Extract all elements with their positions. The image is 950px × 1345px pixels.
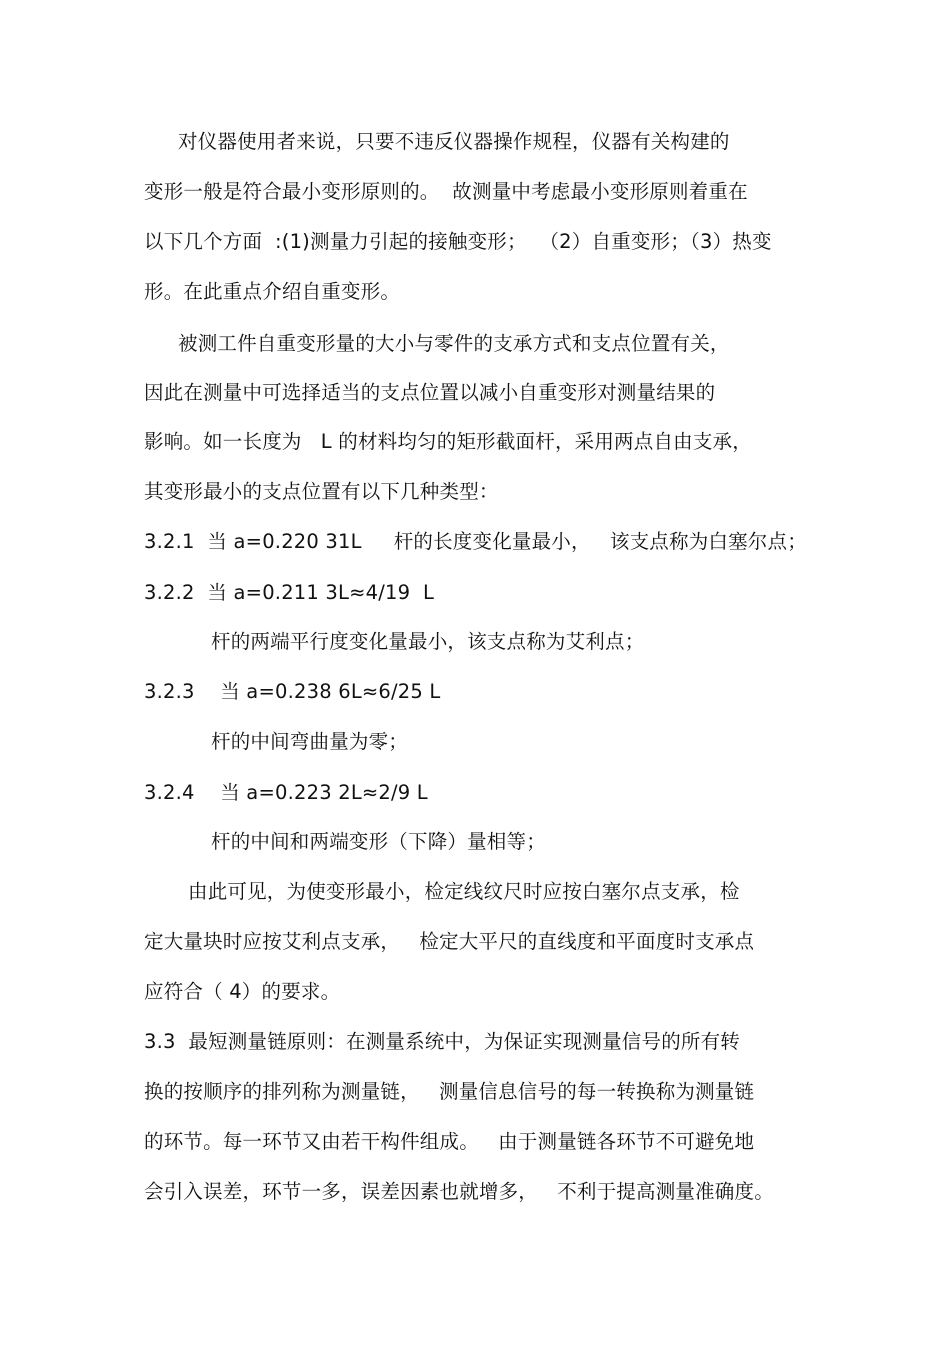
paragraph-line: 影响。如一长度为 L 的材料均匀的矩形截面杆，采用两点自由支承， [144, 430, 752, 453]
paragraph-line: 会引入误差，环节一多，误差因素也就增多， 不利于提高测量准确度。 [144, 1180, 774, 1203]
paragraph-line: 形。在此重点介绍自重变形。 [144, 280, 401, 303]
list-item-3-2-1: 3.2.1 当 a=0.220 31L 杆的长度变化量最小， 该支点称为白塞尔点； [144, 530, 807, 553]
list-item-3-2-4: 3.2.4 当 a=0.223 2L≈2/9 L [144, 781, 428, 804]
paragraph-line: 的环节。每一环节又由若干构件组成。 由于测量链各环节不可避免地 [144, 1130, 755, 1153]
paragraph-line: 应符合（ 4）的要求。 [144, 980, 341, 1003]
paragraph-line: 由此可见，为使变形最小，检定线纹尺时应按白塞尔点支承，检 [188, 880, 740, 903]
list-item-detail: 杆的中间和两端变形（下降）量相等； [211, 830, 546, 853]
list-item-3-2-2: 3.2.2 当 a=0.211 3L≈4/19 L [144, 581, 435, 604]
paragraph-line: 其变形最小的支点位置有以下几种类型： [144, 480, 499, 503]
paragraph-line: 对仪器使用者来说，只要不违反仪器操作规程，仪器有关构建的 [178, 130, 730, 153]
paragraph-line: 变形一般是符合最小变形原则的。 故测量中考虑最小变形原则着重在 [144, 180, 748, 203]
paragraph-line: 定大量块时应按艾利点支承， 检定大平尺的直线度和平面度时支承点 [144, 930, 755, 953]
paragraph-line: 以下几个方面 :(1)测量力引起的接触变形； （2）自重变形；（3）热变 [144, 230, 772, 253]
list-item-3-2-3: 3.2.3 当 a=0.238 6L≈6/25 L [144, 680, 441, 703]
section-3-3-line: 3.3 最短测量链原则：在测量系统中，为保证实现测量信号的所有转 [144, 1030, 741, 1053]
paragraph-line: 被测工件自重变形量的大小与零件的支承方式和支点位置有关， [178, 332, 730, 355]
list-item-detail: 杆的中间弯曲量为零； [211, 730, 409, 753]
paragraph-line: 换的按顺序的排列称为测量链， 测量信息信号的每一转换称为测量链 [144, 1080, 755, 1103]
list-item-detail: 杆的两端平行度变化量最小，该支点称为艾利点； [211, 630, 645, 653]
paragraph-line: 因此在测量中可选择适当的支点位置以减小自重变形对测量结果的 [144, 381, 716, 404]
